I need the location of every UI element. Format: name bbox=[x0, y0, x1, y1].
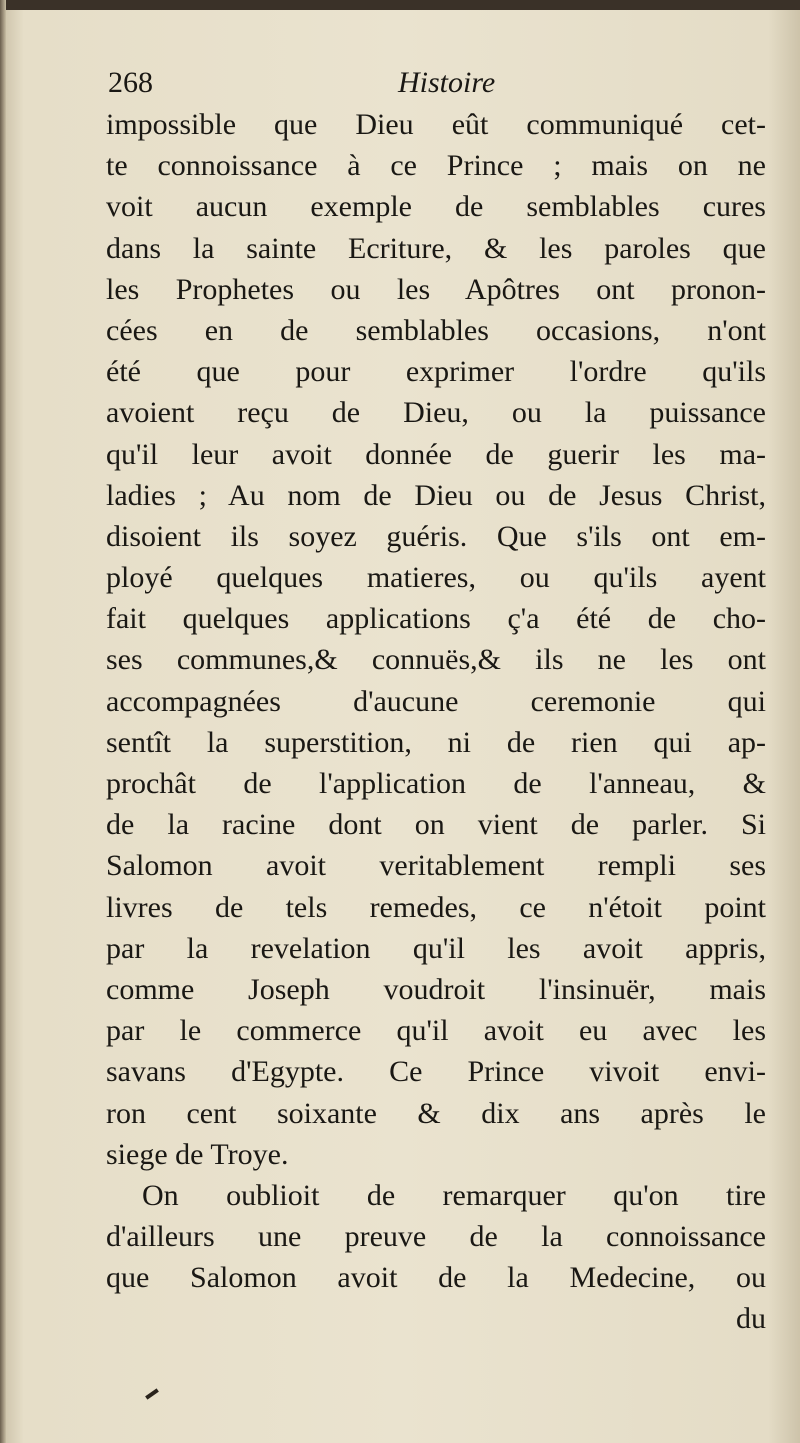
text-line: savans d'Egypte. Ce Prince vivoit envi- bbox=[106, 1055, 766, 1089]
body-text bbox=[106, 104, 766, 1340]
catchword: du bbox=[736, 1302, 766, 1336]
text-line: qu'il leur avoit donnée de guerir les ma- bbox=[106, 437, 766, 471]
text-line: avoient reçu de Dieu, ou la puissance bbox=[106, 396, 766, 430]
page-top-edge bbox=[0, 0, 800, 10]
text-line: fait quelques applications ç'a été de cho- bbox=[106, 602, 766, 636]
page-gutter bbox=[0, 0, 6, 1443]
text-line: sentît la superstition, ni de rien qui ap- bbox=[106, 725, 766, 759]
text-line: ses communes,& connuës,& ils ne les ont bbox=[106, 643, 766, 677]
text-line: ployé quelques matieres, ou qu'ils ayent bbox=[106, 561, 766, 595]
page-header bbox=[108, 66, 768, 106]
running-head: Histoire bbox=[398, 66, 496, 99]
ink-mark bbox=[145, 1388, 159, 1399]
text-line: d'ailleurs une preuve de la connoissance bbox=[106, 1220, 766, 1254]
page-number: 268 bbox=[108, 66, 153, 99]
text-line: par la revelation qu'il les avoit appris, bbox=[106, 931, 766, 965]
text-line: siege de Troye. bbox=[106, 1137, 289, 1171]
text-line: les Prophetes ou les Apôtres ont pronon- bbox=[106, 272, 766, 306]
text-line: On oublioit de remarquer qu'on tire bbox=[142, 1178, 766, 1212]
text-line: ron cent soixante & dix ans après le bbox=[106, 1096, 766, 1130]
text-line: cées en de semblables occasions, n'ont bbox=[106, 313, 766, 347]
text-line: te connoissance à ce Prince ; mais on ne bbox=[106, 149, 766, 183]
text-line: disoient ils soyez guéris. Que s'ils ont em- bbox=[106, 519, 766, 553]
text-line: de la racine dont on vient de parler. Si bbox=[106, 808, 766, 842]
text-line: livres de tels remedes, ce n'étoit point bbox=[106, 890, 766, 924]
text-line: ladies ; Au nom de Dieu ou de Jesus Christ, bbox=[106, 478, 766, 512]
text-line: accompagnées d'aucune ceremonie qui bbox=[106, 684, 766, 718]
text-line: dans la sainte Ecriture, & les paroles que bbox=[106, 231, 766, 265]
text-line: voit aucun exemple de semblables cures bbox=[106, 190, 766, 224]
text-line: comme Joseph voudroit l'insinuër, mais bbox=[106, 972, 766, 1006]
text-line: que Salomon avoit de la Medecine, ou bbox=[106, 1261, 766, 1295]
text-line: été que pour exprimer l'ordre qu'ils bbox=[106, 355, 766, 389]
text-line: Salomon avoit veritablement rempli ses bbox=[106, 849, 766, 883]
text-line: prochât de l'application de l'anneau, & bbox=[106, 767, 766, 800]
text-line: impossible que Dieu eût communiqué cet- bbox=[106, 108, 766, 141]
text-line: par le commerce qu'il avoit eu avec les bbox=[106, 1014, 766, 1048]
